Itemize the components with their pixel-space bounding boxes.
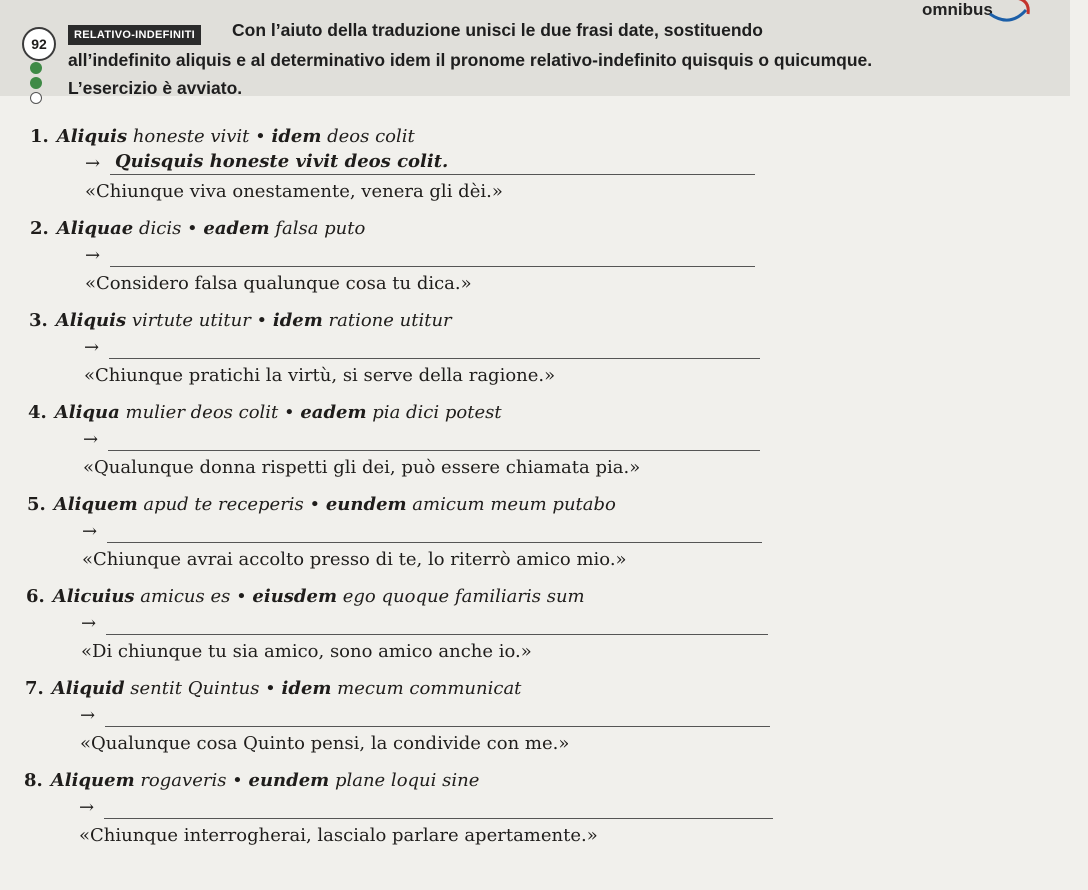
arrow-icon: → bbox=[83, 429, 99, 450]
exercise-item-number: 2. bbox=[30, 218, 49, 239]
aliquis-form: Alicuius bbox=[52, 586, 135, 607]
aliquis-form: Aliquis bbox=[56, 126, 128, 147]
exercise-item-latin bbox=[25, 678, 521, 699]
topic-tag: RELATIVO-INDEFINITI bbox=[68, 25, 201, 45]
latin-text: ego quoque familiaris sum bbox=[337, 586, 585, 607]
difficulty-dot-empty bbox=[30, 92, 42, 104]
latin-text: apud te receperis • bbox=[137, 494, 326, 515]
latin-text: rogaveris • bbox=[134, 770, 249, 791]
exercise-number: 92 bbox=[22, 27, 56, 61]
latin-text: mecum communicat bbox=[331, 678, 522, 699]
aliquis-form: Aliquid bbox=[51, 678, 125, 699]
exercise-item-number: 3. bbox=[29, 310, 48, 331]
idem-form: idem bbox=[281, 678, 332, 699]
answer-line bbox=[110, 174, 755, 175]
translation-text: «Chiunque viva onestamente, venera gli dèi.» bbox=[85, 181, 503, 202]
translation-text: «Qualunque donna rispetti gli dei, può essere chiamata pia.» bbox=[83, 457, 641, 478]
aliquis-form: Aliquem bbox=[50, 770, 135, 791]
answer-line bbox=[108, 450, 760, 451]
latin-text: amicus es • bbox=[134, 586, 253, 607]
answer-line bbox=[105, 726, 770, 727]
idem-form: eadem bbox=[300, 402, 367, 423]
exercise-item-latin bbox=[30, 126, 415, 147]
difficulty-dot-filled bbox=[30, 62, 42, 74]
exercise-item-number: 1. bbox=[30, 126, 49, 147]
exercise-item-latin bbox=[27, 494, 616, 515]
latin-text: pia dici potest bbox=[366, 402, 502, 423]
arrow-icon: → bbox=[85, 153, 101, 174]
brand-logo: omnibus bbox=[922, 0, 993, 19]
arrow-icon: → bbox=[80, 705, 96, 726]
answer-line bbox=[110, 266, 755, 267]
latin-text: honeste vivit • bbox=[127, 126, 272, 147]
difficulty-dot-filled bbox=[30, 77, 42, 89]
translation-text: «Chiunque avrai accolto presso di te, lo riterrò amico mio.» bbox=[82, 549, 627, 570]
translation-text: «Chiunque interrogherai, lascialo parlare apertamente.» bbox=[79, 825, 598, 846]
latin-text: virtute utitur • bbox=[126, 310, 273, 331]
idem-form: eiusdem bbox=[252, 586, 338, 607]
exercise-item-latin bbox=[29, 310, 452, 331]
instruction-line-2: all’indefinito aliquis e al determinativo idem il pronome relativo-indefinito quisquis o quicumque. bbox=[68, 50, 873, 70]
translation-text: «Qualunque cosa Quinto pensi, la condivide con me.» bbox=[80, 733, 570, 754]
idem-form: eundem bbox=[325, 494, 407, 515]
answer-line bbox=[107, 542, 762, 543]
instruction-line-1: Con l’aiuto della traduzione unisci le due frasi date, sostituendo bbox=[232, 20, 763, 40]
arrow-icon: → bbox=[82, 521, 98, 542]
arrow-icon: → bbox=[84, 337, 100, 358]
exercise-item-latin bbox=[28, 402, 502, 423]
idem-form: eundem bbox=[248, 770, 330, 791]
brand-swoosh-icon bbox=[986, 0, 1034, 24]
arrow-icon: → bbox=[85, 245, 101, 266]
translation-text: «Considero falsa qualunque cosa tu dica.» bbox=[85, 273, 472, 294]
latin-text: sentit Quintus • bbox=[124, 678, 282, 699]
latin-text: ratione utitur bbox=[322, 310, 452, 331]
aliquis-form: Aliquis bbox=[55, 310, 127, 331]
arrow-icon: → bbox=[81, 613, 97, 634]
arrow-icon: → bbox=[79, 797, 95, 818]
answer-line bbox=[104, 818, 773, 819]
exercise-item-latin bbox=[26, 586, 585, 607]
idem-form: idem bbox=[272, 310, 323, 331]
exercise-item-latin bbox=[30, 218, 365, 239]
exercise-item-number: 8. bbox=[24, 770, 43, 791]
idem-form: idem bbox=[271, 126, 322, 147]
translation-text: «Di chiunque tu sia amico, sono amico anche io.» bbox=[81, 641, 532, 662]
latin-text: plane loqui sine bbox=[329, 770, 480, 791]
answer-line bbox=[106, 634, 768, 635]
aliquis-form: Aliquem bbox=[53, 494, 138, 515]
latin-text: deos colit bbox=[321, 126, 415, 147]
exercise-item-number: 7. bbox=[25, 678, 44, 699]
instruction-line-3: L’esercizio è avviato. bbox=[68, 78, 243, 98]
latin-text: amicum meum putabo bbox=[406, 494, 616, 515]
idem-form: eadem bbox=[203, 218, 270, 239]
latin-text: falsa puto bbox=[269, 218, 366, 239]
aliquis-form: Aliquae bbox=[56, 218, 134, 239]
exercise-item-number: 4. bbox=[28, 402, 47, 423]
exercise-item-number: 6. bbox=[26, 586, 45, 607]
exercise-item-latin bbox=[24, 770, 479, 791]
answer-line bbox=[109, 358, 760, 359]
translation-text: «Chiunque pratichi la virtù, si serve della ragione.» bbox=[84, 365, 556, 386]
latin-text: mulier deos colit • bbox=[119, 402, 301, 423]
exercise-item-number: 5. bbox=[27, 494, 46, 515]
difficulty-dots bbox=[30, 62, 44, 107]
latin-text: dicis • bbox=[133, 218, 204, 239]
aliquis-form: Aliqua bbox=[54, 402, 120, 423]
answer-text: Quisquis honeste vivit deos colit. bbox=[115, 151, 449, 172]
